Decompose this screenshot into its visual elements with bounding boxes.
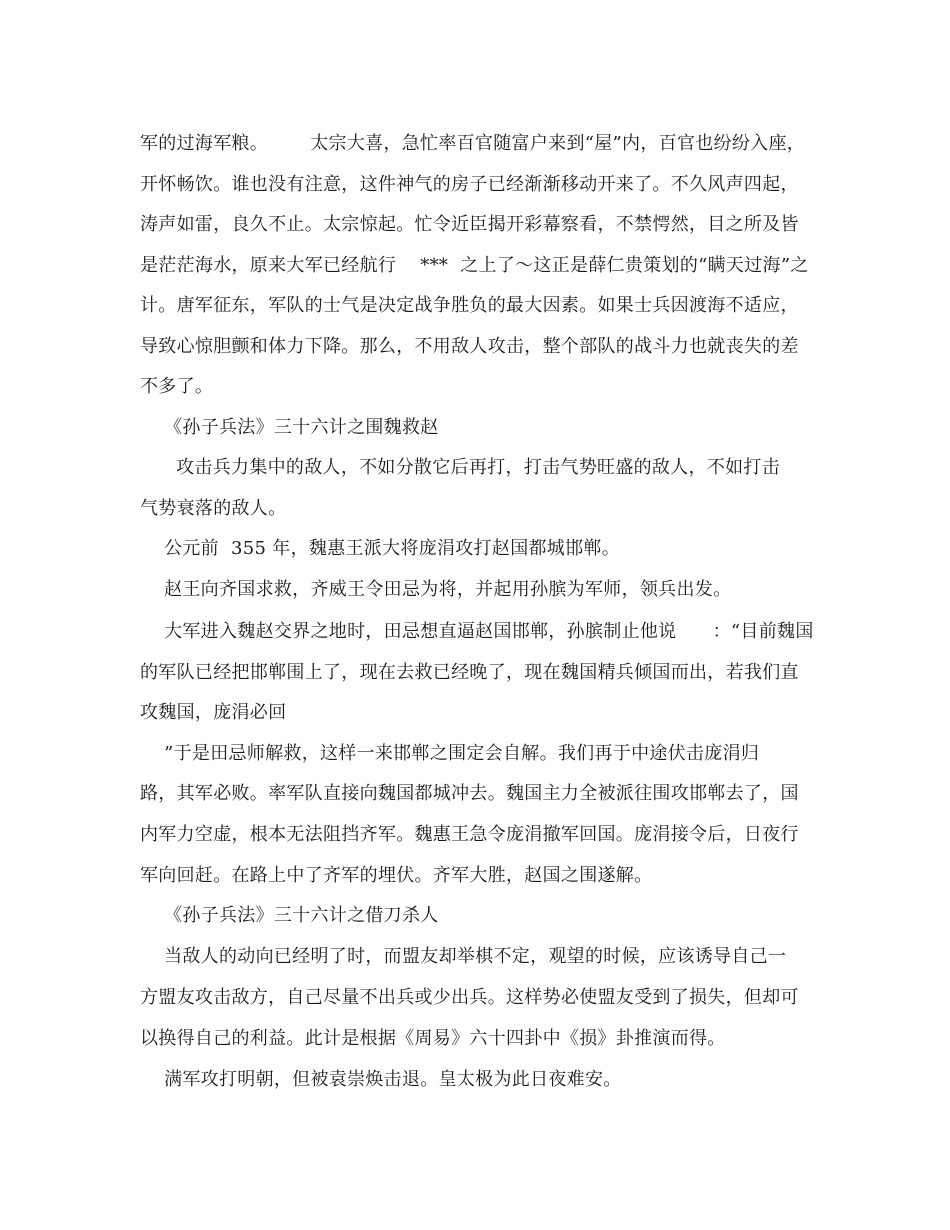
text-line: 路，其军必败。率军队直接向魏国都城冲去。魏国主力全被派往围攻邯郸去了，国 <box>140 783 799 804</box>
text-line: 军的过海军粮。 太宗大喜，急忙率百官随富户来到“屋”内，百官也纷纷入座， <box>140 133 806 154</box>
text-line: 开怀畅饮。谁也没有注意，这件神气的房子已经渐渐移动开来了。不久风声四起， <box>140 174 799 195</box>
text-line: 以换得自己的利益。此计是根据《周易》六十四卦中《损》卦推演而得。 <box>140 1028 726 1049</box>
text-line: 气势衰落的敌人。 <box>140 498 287 519</box>
text-line: 内军力空虚，根本无法阻挡齐军。魏惠王急令庞涓撤军回国。庞涓接令后，日夜行 <box>140 824 799 845</box>
text-line: 涛声如雷，良久不止。太宗惊起。忙令近臣揭开彩幕察看，不禁愕然，目之所及皆 <box>140 214 799 235</box>
section-heading: 《孙子兵法》三十六计之围魏救赵 <box>140 417 439 438</box>
text-line: 赵王向齐国求救，齐威王令田忌为将，并起用孙膑为军师，领兵出发。 <box>140 579 732 600</box>
text-line: 攻魏国，庞涓必回 <box>140 702 287 723</box>
text-line: 攻击兵力集中的敌人，不如分散它后再打，打击气势旺盛的敌人，不如打击 <box>140 457 781 478</box>
text-line: 方盟友攻击敌方，自己尽量不出兵或少出兵。这样势必使盟友受到了损失，但却可 <box>140 987 799 1008</box>
section-heading: 《孙子兵法》三十六计之借刀杀人 <box>140 905 439 926</box>
text-line: 大军进入魏赵交界之地时，田忌想直逼赵国邯郸，孙膑制止他说 ：“目前魏国 <box>140 621 814 642</box>
text-line: 计。唐军征东，军队的士气是决定战争胜负的最大因素。如果士兵因渡海不适应， <box>140 295 799 316</box>
text-line: 导致心惊胆颤和体力下降。那么，不用敌人攻击，整个部队的战斗力也就丧失的差 <box>140 336 799 357</box>
text-line: 的军队已经把邯郸围上了，现在去救已经晚了，现在魏国精兵倾国而出，若我们直 <box>140 662 799 683</box>
text-line: 不多了。 <box>140 376 214 397</box>
text-line: 满军攻打明朝，但被袁崇焕击退。皇太极为此日夜难安。 <box>140 1069 622 1090</box>
text-line: 公元前 355 年，魏惠王派大将庞涓攻打赵国都城邯郸。 <box>140 538 621 559</box>
text-line: 当敌人的动向已经明了时，而盟友却举棋不定，观望的时候，应该诱导自己一 <box>140 946 787 967</box>
text-line: 是茫茫海水，原来大军已经航行 *** 之上了～这正是薛仁贵策划的“瞒天过海”之 <box>140 255 809 276</box>
text-line: ”于是田忌师解救，这样一来邯郸之围定会自解。我们再于中途伏击庞涓归 <box>140 743 760 764</box>
text-line: 军向回赶。在路上中了齐军的埋伏。齐军大胜，赵国之围遂解。 <box>140 865 653 886</box>
